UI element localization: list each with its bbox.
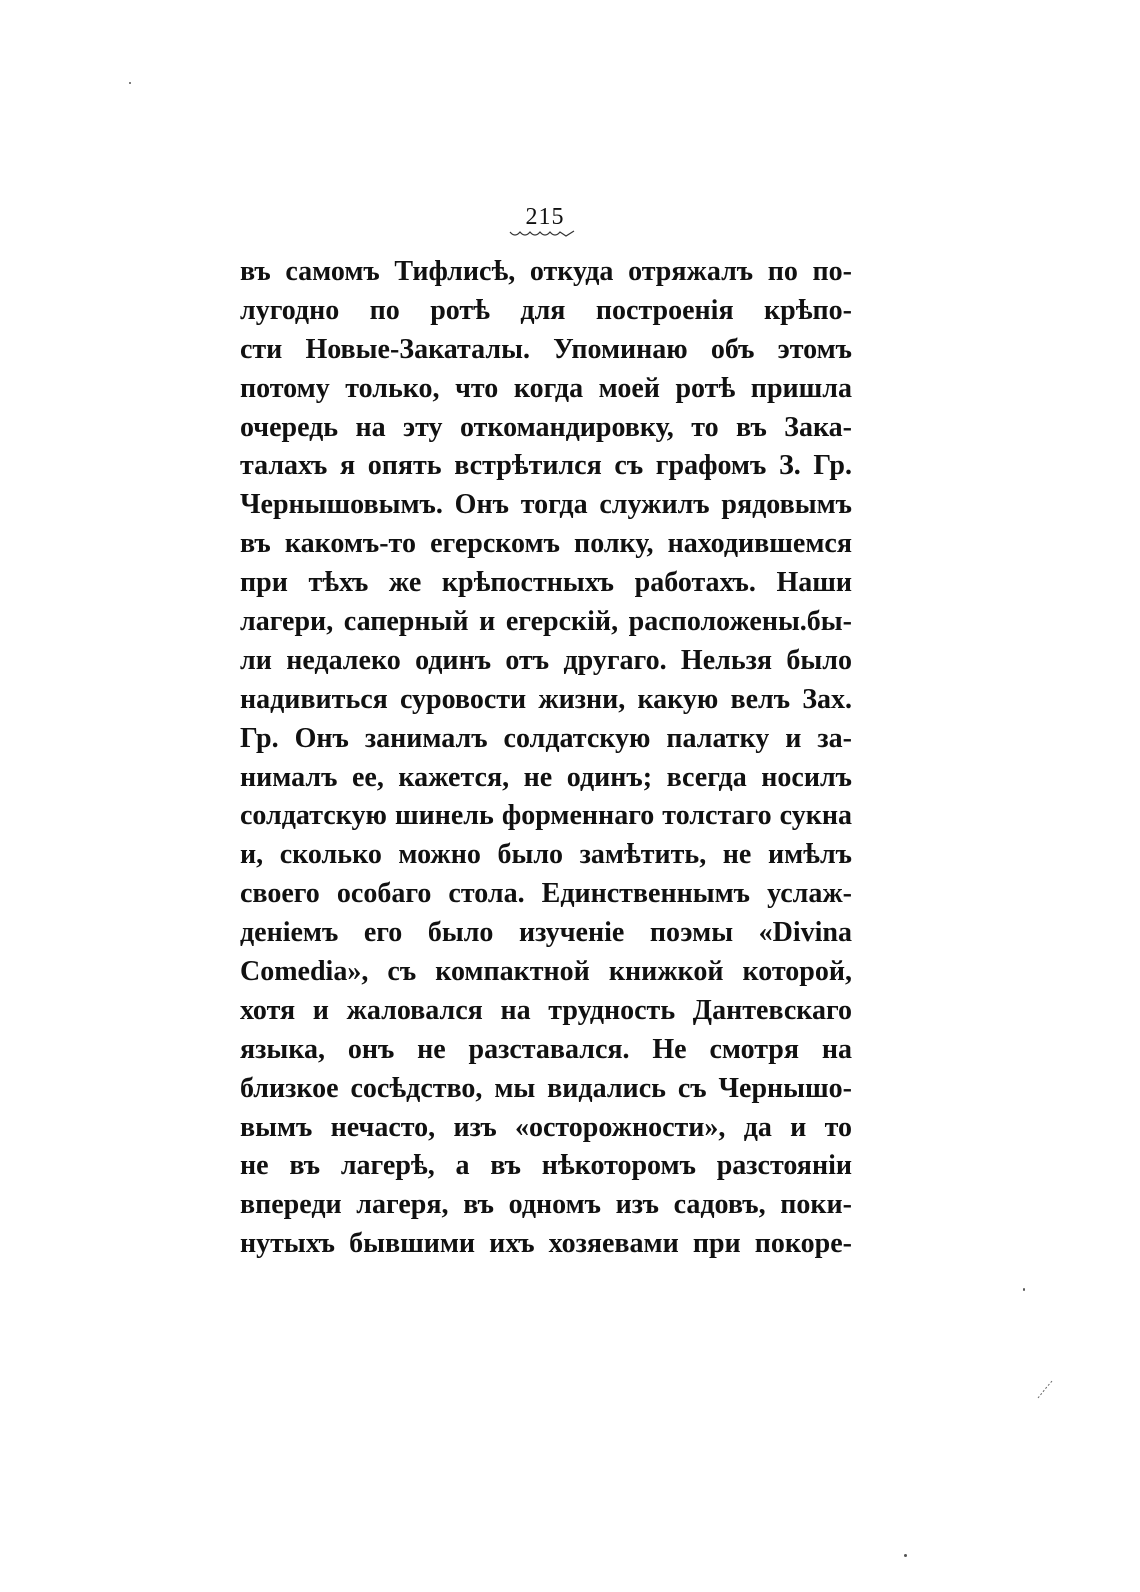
page-number: 215 bbox=[525, 204, 565, 230]
text-line: въ какомъ-то егерскомъ полку, находившемся bbox=[240, 528, 852, 560]
text-line: надивиться суровости жизни, какую велъ Зах. bbox=[240, 683, 852, 715]
text-line: нутыхъ бывшими ихъ хозяевами при покоре- bbox=[240, 1228, 852, 1260]
text-line: лагери, саперный и егерскій, расположены.бы- bbox=[240, 606, 852, 638]
text-line: нималъ ее, кажется, не одинъ; всегда носилъ bbox=[240, 761, 852, 793]
scan-mark bbox=[1036, 1378, 1056, 1400]
body-text bbox=[240, 253, 852, 1264]
scan-speck bbox=[129, 82, 131, 84]
text-line: близкое сосѣдство, мы видались съ Чернышо- bbox=[240, 1072, 852, 1104]
text-line: хотя и жаловался на трудность Дантевскаго bbox=[240, 994, 852, 1026]
text-line: своего особаго стола. Единственнымъ услаж- bbox=[240, 878, 852, 910]
text-line: потому только, что когда моей ротѣ пришла bbox=[240, 372, 852, 404]
text-line: впереди лагеря, въ одномъ изъ садовъ, поки- bbox=[240, 1189, 852, 1221]
text-line: талахъ я опять встрѣтился съ графомъ З. Гр. bbox=[240, 450, 852, 482]
text-line: и, сколько можно было замѣтить, не имѣлъ bbox=[240, 839, 852, 871]
text-line: языка, онъ не разставался. Не смотря на bbox=[240, 1033, 852, 1065]
page-number-ornament bbox=[508, 229, 578, 239]
text-line: не въ лагерѣ, а въ нѣкоторомъ разстояніи bbox=[240, 1150, 852, 1182]
text-line: ли недалеко одинъ отъ другаго. Нельзя было bbox=[240, 644, 852, 676]
scan-speck bbox=[904, 1554, 907, 1557]
text-line: солдатскую шинель форменнаго толстаго сукна bbox=[240, 800, 852, 832]
text-line: сти Новые-Закаталы. Упоминаю объ этомъ bbox=[240, 333, 852, 365]
text-line: Comedia», съ компактной книжкой которой, bbox=[240, 956, 852, 988]
scan-speck bbox=[1023, 1288, 1025, 1291]
text-line: лугодно по ротѣ для построенія крѣпо- bbox=[240, 294, 852, 326]
text-line: Чернышовымъ. Онъ тогда служилъ рядовымъ bbox=[240, 489, 852, 521]
text-line: при тѣхъ же крѣпостныхъ работахъ. Наши bbox=[240, 567, 852, 599]
text-line: Гр. Онъ занималъ солдатскую палатку и за- bbox=[240, 722, 852, 754]
text-line: въ самомъ Тифлисѣ, откуда отряжалъ по по- bbox=[240, 256, 852, 287]
text-line: вымъ нечасто, изъ «осторожности», да и то bbox=[240, 1111, 852, 1143]
text-line: очередь на эту откомандировку, то въ Зака- bbox=[240, 411, 852, 443]
text-line: деніемъ его было изученіе поэмы «Divina bbox=[240, 917, 852, 949]
